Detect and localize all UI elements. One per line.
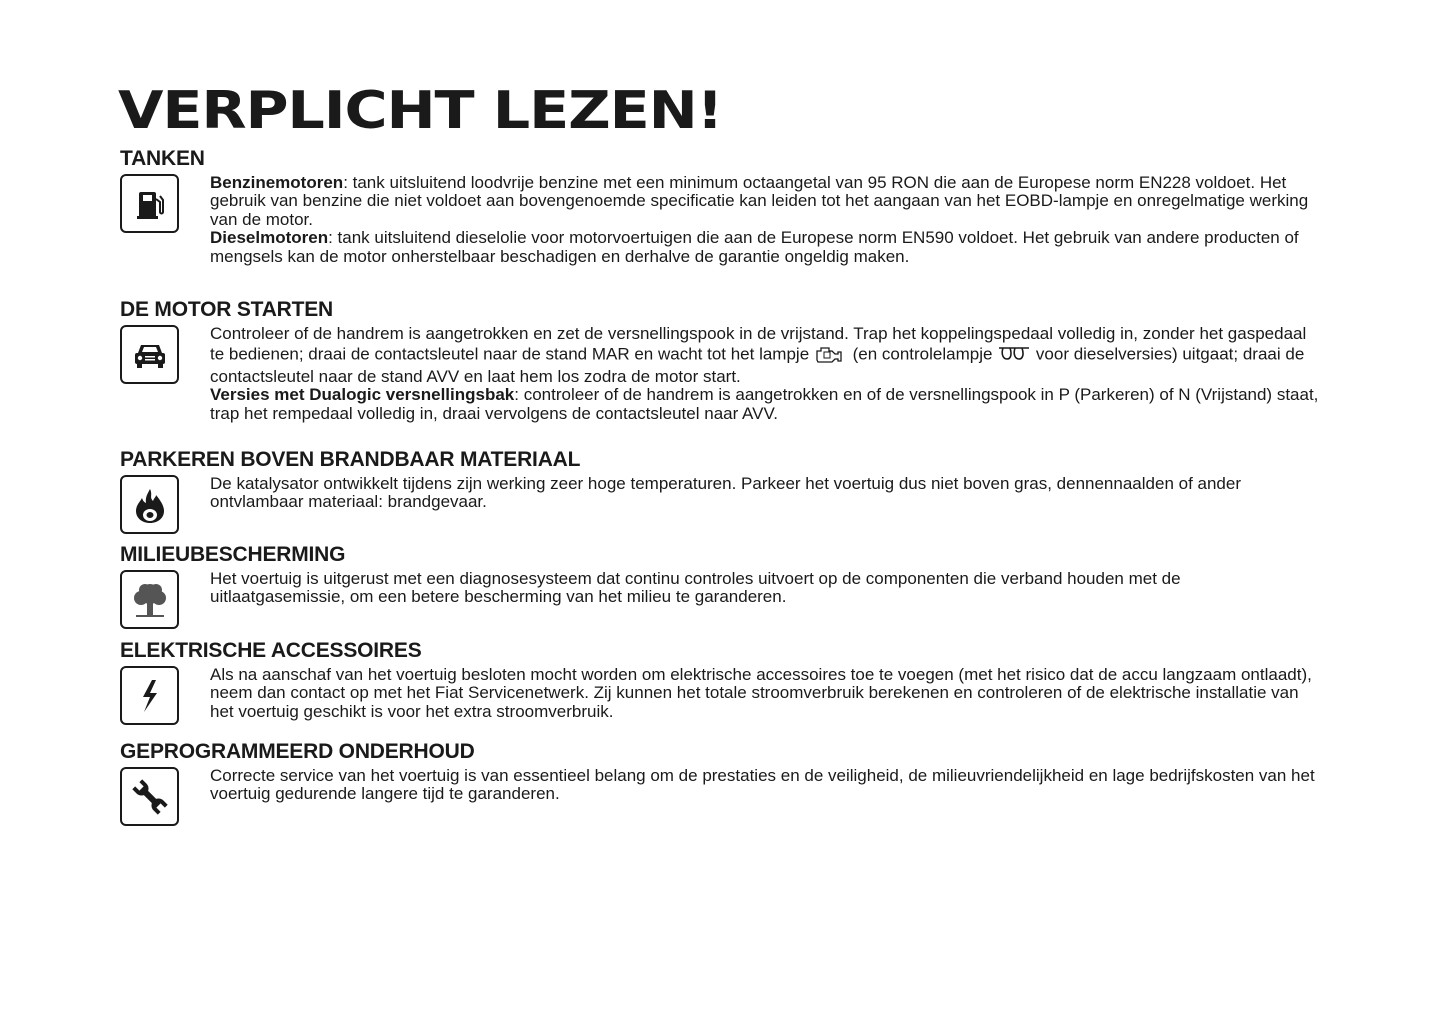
section-title: ELEKTRISCHE ACCESSOIRES — [120, 639, 422, 662]
section-title: MILIEUBESCHERMING — [120, 543, 346, 566]
section-text — [210, 325, 1320, 423]
start-text-a: Controleer of de handrem is aangetrokken en zet de versnellingspook in de vrijstand. Trap het koppelingspedaal volledig in, zonder het gaspedaal te bedienen; draai de contactsleutel naar de stand MAR en wacht tot het lampje — [210, 324, 1307, 365]
flame-icon — [120, 475, 179, 534]
page-title: VERPLICHT LEZEN! — [118, 81, 723, 141]
lead-dualogic: Versies met Dualogic versnellingsbak — [210, 385, 515, 405]
start-text-b: (en controlelampje — [847, 345, 998, 365]
fuel-pump-icon — [120, 174, 179, 233]
section-text: Als na aanschaf van het voertuig besloten mocht worden om elektrische accessoires toe te voegen (met het risico dat de accu langzaam ontlaadt), neem dan contact op met het Fiat Servicenetwerk. Zij kunnen het totale stroomverbruik berekenen en controleren of de elektrische installatie van het voertuig geschikt is voor het extra stroomverbruik. — [210, 665, 1312, 721]
text-diesel: : tank uitsluitend dieselolie voor motorvoertuigen die aan de Europese norm EN590 voldoet. Het gebruik van andere producten of mengsels kan de motor onherstelbaar beschadigen en derhalve de garantie ongeldig maken. — [210, 228, 1299, 266]
engine-warning-icon — [814, 343, 848, 367]
section-title: DE MOTOR STARTEN — [120, 298, 334, 321]
wrench-icon — [120, 767, 179, 826]
section-title: PARKEREN BOVEN BRANDBAAR MATERIAAL — [120, 448, 581, 471]
glow-plug-icon — [997, 344, 1031, 366]
tree-icon — [120, 570, 179, 629]
section-tanken — [120, 147, 1320, 266]
section-text: De katalysator ontwikkelt tijdens zijn werking zeer hoge temperaturen. Parkeer het voertuig dus niet boven gras, dennennaalden of ander ontvlambaar materiaal: brandgevaar. — [210, 474, 1241, 512]
section-title: GEPROGRAMMEERD ONDERHOUD — [120, 740, 475, 763]
section-text: Het voertuig is uitgerust met een diagnosesysteem dat continu controles uitvoert op de componenten die verband houden met de uitlaatgasemissie, om een betere bescherming van het milieu te garanderen. — [210, 569, 1181, 607]
start-text-c: voor dieselversies) uitgaat; draai de contactsleutel naar de stand AVV en laat hem los zodra de motor start. — [210, 345, 1305, 386]
text-dualogic: : controleer of de handrem is aangetrokken en of de versnellingspook in P (Parkeren) of N (Vrijstand) staat, trap het rempedaal volledig in, draai vervolgens de contactsleutel naar AVV. — [210, 385, 1319, 423]
section-motor-starten — [120, 298, 1320, 423]
section-title: TANKEN — [120, 147, 205, 170]
car-front-icon — [120, 325, 179, 384]
section-text: Correcte service van het voertuig is van essentieel belang om de prestaties en de veiligheid, de milieuvriendelijkheid en lage bedrijfskosten van het voertuig gedurende langere tijd te garanderen. — [210, 766, 1315, 804]
section-text — [210, 174, 1320, 266]
section-parkeren — [120, 448, 1320, 512]
lead-diesel: Dieselmotoren — [210, 228, 329, 248]
text-benzine: : tank uitsluitend loodvrije benzine met een minimum octaangetal van 95 RON die aan de Europese norm EN228 voldoet. Het gebruik van benzine die niet voldoet aan bovengenoemde specificatie kan leiden tot het aangaan van het EOBD-lampje en onregelmatige werking van de motor. — [210, 173, 1309, 229]
section-onderhoud — [120, 740, 1320, 804]
lightning-icon — [120, 666, 179, 725]
section-milieu — [120, 543, 1320, 607]
lead-benzine: Benzinemotoren — [210, 173, 344, 192]
section-elektrisch — [120, 639, 1320, 721]
